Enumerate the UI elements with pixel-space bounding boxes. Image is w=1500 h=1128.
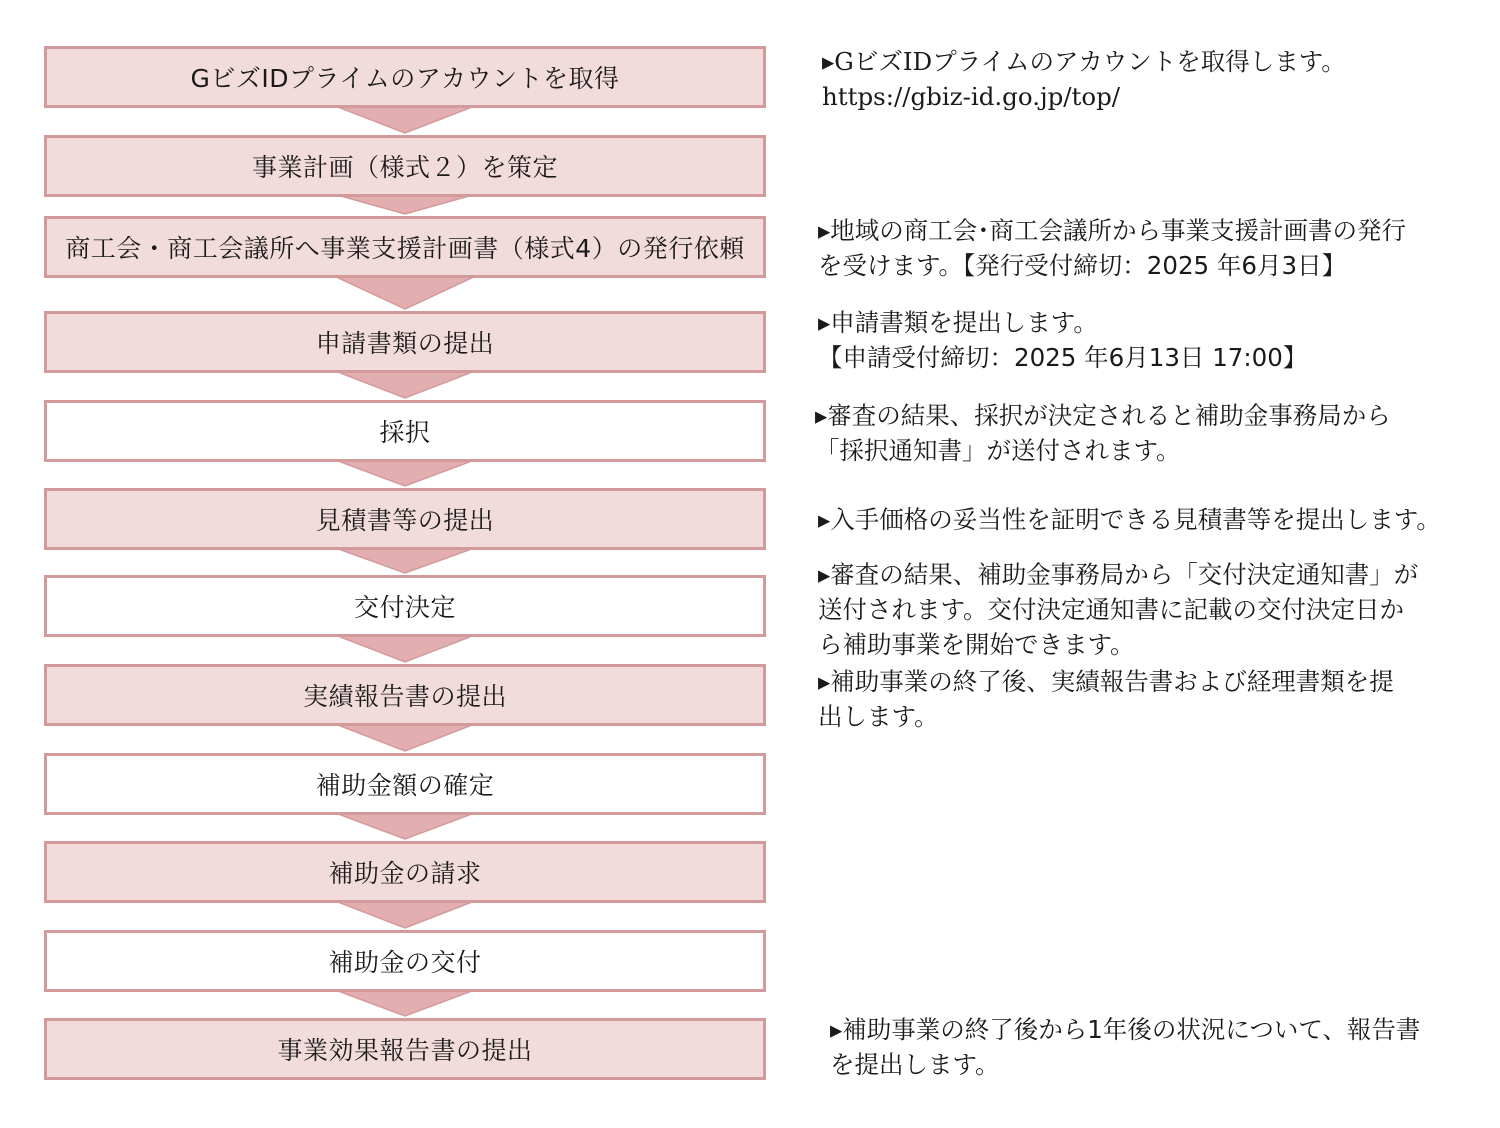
step-note-1 (822, 44, 1346, 114)
flow-arrow-down-icon (330, 104, 480, 139)
flow-step-label: 補助金の交付 (328, 948, 482, 977)
flow-step-12 (44, 1018, 766, 1080)
flow-arrow-down-icon (330, 988, 480, 1022)
note-line: 出します。 (818, 702, 939, 731)
flow-step-4 (44, 311, 766, 373)
note-line: ▸審査の結果、補助金事務局から「交付決定通知書」が (818, 560, 1419, 589)
flow-step-9 (44, 753, 766, 815)
note-line: https://gbiz-id.go.jp/top/ (822, 82, 1121, 111)
flow-arrow-down-icon (330, 458, 480, 492)
flow-step-7 (44, 575, 766, 637)
note-line: ▸地域の商工会･商工会議所から事業支援計画書の発行 (818, 216, 1407, 245)
flow-arrow-down-icon (330, 274, 480, 315)
flow-step-label: 補助金額の確定 (315, 771, 495, 800)
step-note-6 (818, 557, 1418, 662)
flow-step-1 (44, 46, 766, 108)
note-line: ▸GビズIDプライムのアカウントを取得します。 (822, 47, 1346, 76)
flow-arrow-down-icon (330, 722, 480, 757)
flow-step-label: 商工会・商工会議所へ事業支援計画書（様式4）の発行依頼 (65, 234, 745, 263)
flow-step-6 (44, 488, 766, 550)
flow-step-label: GビズIDプライムのアカウントを取得 (190, 64, 620, 93)
note-line: ▸入手価格の妥当性を証明できる見積書等を提出します。 (818, 505, 1441, 534)
note-line: を受けます。【発行受付締切：2025 年6月3日】 (818, 251, 1347, 280)
flow-arrow-down-icon (330, 369, 480, 404)
step-note-8 (830, 1012, 1420, 1082)
step-note-7 (818, 664, 1394, 734)
note-line: ▸審査の結果、採択が決定されると補助金事務局から (815, 401, 1391, 430)
note-line: ら補助事業を開始できます。 (818, 630, 1135, 659)
flow-step-label: 事業効果報告書の提出 (277, 1036, 533, 1065)
step-note-2 (818, 213, 1406, 283)
step-note-3 (818, 305, 1307, 375)
flow-arrow-down-icon (330, 811, 480, 845)
flow-step-label: 申請書類の提出 (315, 329, 495, 358)
note-line: ▸補助事業の終了後、実績報告書および経理書類を提 (818, 667, 1394, 696)
note-line: ▸申請書類を提出します。 (818, 308, 1098, 337)
flow-step-label: 見積書等の提出 (315, 506, 495, 535)
flow-step-label: 交付決定 (353, 593, 456, 622)
flow-step-label: 事業計画（様式２）を策定 (251, 153, 558, 182)
flow-step-10 (44, 841, 766, 903)
flow-arrow-down-icon (330, 633, 480, 668)
step-note-5 (818, 502, 1441, 537)
note-line: 「採択通知書」が送付されます。 (815, 436, 1181, 465)
note-line: ▸補助事業の終了後から1年後の状況について、報告書 (830, 1015, 1421, 1044)
flow-step-11 (44, 930, 766, 992)
flow-step-5 (44, 400, 766, 462)
note-line: を提出します。 (830, 1050, 1000, 1079)
note-line: 送付されます。交付決定通知書に記載の交付決定日か (818, 595, 1405, 624)
flow-step-2 (44, 135, 766, 197)
flow-step-3 (44, 216, 766, 278)
note-line: 【申請受付締切：2025 年6月13日 17:00】 (818, 343, 1308, 372)
flow-step-label: 補助金の請求 (328, 859, 482, 888)
flow-step-label: 実績報告書の提出 (302, 682, 507, 711)
flow-arrow-down-icon (330, 899, 480, 934)
flow-step-label: 採択 (379, 418, 431, 447)
flow-step-8 (44, 664, 766, 726)
step-note-4 (815, 398, 1391, 468)
